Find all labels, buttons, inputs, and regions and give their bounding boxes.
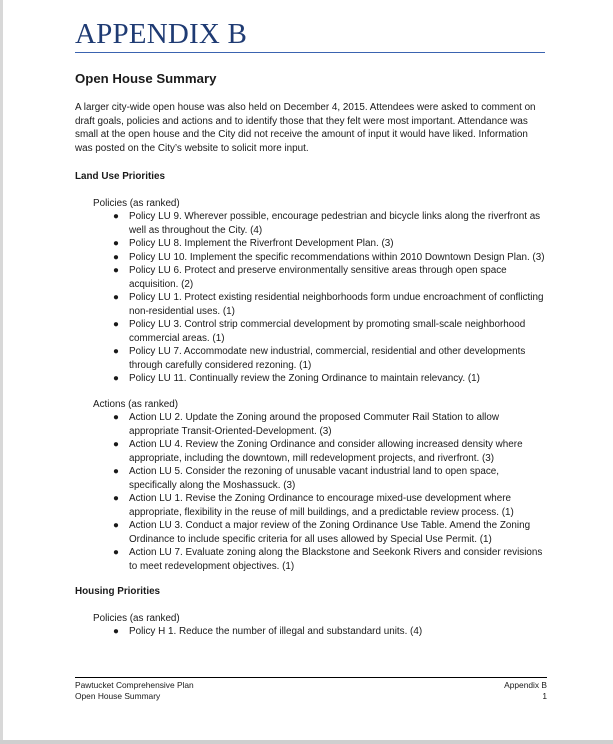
bullet-icon: ●	[113, 373, 119, 384]
list-item-text: Action LU 1. Revise the Zoning Ordinance to encourage mixed-use development where appropriate, flexibility in the reuse of mill buildings, and a predictable review process. (1)	[129, 493, 514, 518]
document-body	[75, 70, 547, 651]
footer-rule	[75, 677, 547, 678]
list-item	[113, 465, 547, 492]
list-item-text: Policy LU 6. Protect and preserve environmentally sensitive areas through open space acquisition. (2)	[129, 265, 507, 290]
bullet-icon: ●	[113, 292, 119, 303]
title-rule	[75, 52, 545, 53]
bullet-icon: ●	[113, 251, 119, 263]
page-edge	[0, 0, 3, 744]
list-item-text: Policy LU 10. Implement the specific recommendations within 2010 Downtown Design Plan. (3)	[129, 251, 545, 263]
list-item-text: Policy LU 8. Implement the Riverfront Development Plan. (3)	[129, 238, 394, 249]
housing-policies-label: Policies (as ranked)	[93, 612, 180, 624]
list-item-text: Action LU 2. Update the Zoning around the proposed Commuter Rail Station to allow appropriate Transit-Oriented-Development. (3)	[129, 412, 499, 437]
bullet-icon: ●	[113, 238, 119, 249]
bullet-icon: ●	[113, 211, 119, 222]
list-item	[113, 318, 547, 345]
bullet-icon: ●	[113, 265, 119, 276]
intro-paragraph: A larger city-wide open house was also held on December 4, 2015. Attendees were asked to comment on draft goals, policies and actions and to identify those that they felt were most important. Attendance was small at the open house and the City did not receive the amount of input it would have liked. Information was posted on the City’s website to solicit more input.	[75, 102, 536, 154]
list-item	[113, 492, 547, 519]
footer-section-title: Open House Summary	[75, 691, 161, 701]
page-edge-bottom	[0, 740, 613, 744]
list-item	[113, 438, 547, 465]
list-item-text: Policy LU 7. Accommodate new industrial, commercial, residential and other developments through carefully considered rezoning. (1)	[129, 346, 526, 371]
list-item	[113, 372, 547, 386]
list-item	[113, 519, 547, 546]
list-item	[113, 251, 547, 265]
list-item-text: Policy LU 1. Protect existing residential neighborhoods form undue encroachment of conflicting non-residential uses. (1)	[129, 292, 544, 317]
footer-document-title: Pawtucket Comprehensive Plan	[75, 680, 194, 690]
housing-policies-list	[75, 625, 547, 639]
bullet-icon: ●	[113, 547, 119, 558]
list-item-text: Action LU 5. Consider the rezoning of unusable vacant industrial land to open space, specifically along the Moshassuck. (3)	[129, 466, 499, 491]
list-item-text: Action LU 7. Evaluate zoning along the Blackstone and Seekonk Rivers and consider revisions to meet redevelopment objectives. (1)	[129, 547, 543, 572]
footer-right	[504, 680, 547, 702]
footer-appendix-label: Appendix B	[504, 680, 547, 690]
list-item-text: Policy LU 3. Control strip commercial development by promoting small-scale neighborhood commercial areas. (1)	[129, 319, 526, 344]
list-item	[113, 291, 547, 318]
list-item	[113, 237, 547, 251]
page-number: 1	[542, 691, 547, 701]
bullet-icon: ●	[113, 466, 119, 477]
land-use-actions-list	[75, 411, 547, 573]
list-item-text: Policy LU 11. Continually review the Zoning Ordinance to maintain relevancy. (1)	[129, 373, 480, 384]
list-item	[113, 210, 547, 237]
housing-heading: Housing Priorities	[75, 586, 161, 597]
list-item-text: Action LU 3. Conduct a major review of the Zoning Ordinance Use Table. Amend the Zoning Ordinance to include specific criteria for all uses allowed by Special Use Permit. (1)	[129, 520, 531, 545]
list-item-text: Policy LU 9. Wherever possible, encourage pedestrian and bicycle links along the riverfront as well as throughout the City. (4)	[129, 211, 541, 236]
list-item	[113, 625, 547, 639]
list-item-text: Action LU 4. Review the Zoning Ordinance and consider allowing increased density where appropriate, including the downtown, mill redevelopment projects, and riverfront. (3)	[129, 439, 523, 464]
section-title: Open House Summary	[75, 71, 217, 86]
list-item	[113, 264, 547, 291]
land-use-policies-list	[75, 210, 547, 386]
land-use-actions-label: Actions (as ranked)	[93, 398, 179, 410]
bullet-icon: ●	[113, 626, 119, 637]
appendix-title: APPENDIX B	[75, 18, 247, 50]
bullet-icon: ●	[113, 493, 119, 504]
list-item	[113, 411, 547, 438]
list-item	[113, 546, 547, 573]
land-use-heading: Land Use Priorities	[75, 171, 165, 182]
list-item-text: Policy H 1. Reduce the number of illegal and substandard units. (4)	[129, 626, 423, 637]
bullet-icon: ●	[113, 319, 119, 330]
footer-left	[75, 680, 194, 702]
bullet-icon: ●	[113, 520, 119, 531]
list-item	[113, 345, 547, 372]
bullet-icon: ●	[113, 439, 119, 450]
bullet-icon: ●	[113, 346, 119, 357]
bullet-icon: ●	[113, 412, 119, 423]
land-use-policies-label: Policies (as ranked)	[93, 197, 180, 209]
